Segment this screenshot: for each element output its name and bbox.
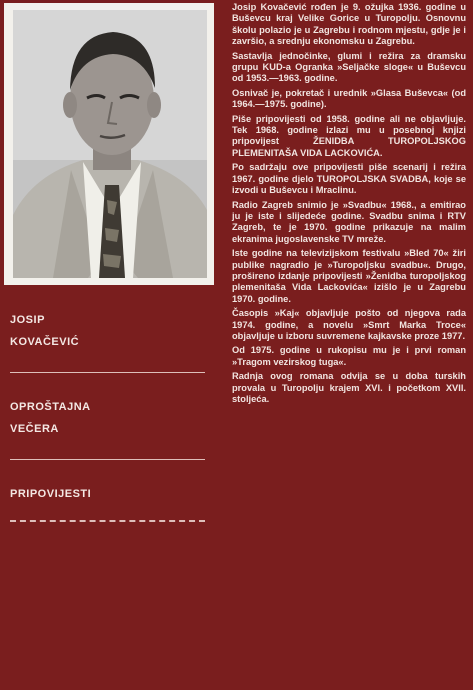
bio-paragraph: Radnja ovog romana odvija se u doba turskih provala u Turopolju krajem XVI. i početkom XVII. stoljeća. xyxy=(232,371,466,404)
author-last-name: KOVAČEVIĆ xyxy=(10,336,80,348)
dashed-divider xyxy=(10,520,205,522)
bio-paragraph: Iste godine na televizijskom festivalu »Bled 70« žiri publike nagradio je »Turopoljsku svadbu«. Drugo, prošireno izdanje pripovijesti »Ženidba turopoljskog plemenitaša Vida Lackovića« izišlo je u Zagrebu 1970. godine. xyxy=(232,248,466,304)
bio-paragraph: Časopis »Kaj« objavljuje pošto od njegova rada 1974. godine, a novelu »Smrt Marka Troce« objavljuje u izboru suvremene kajkavske proze 1977. xyxy=(232,308,466,341)
cover-info-panel xyxy=(10,300,205,522)
divider-line xyxy=(10,459,205,460)
book-title-line2: VEČERA xyxy=(10,423,59,435)
bio-paragraph: Josip Kovačević rođen je 9. ožujka 1936. godine u Buševcu kraj Velike Gorice u Turopolju. Osnovnu školu polazio je u Zagrebu i rodnom mjestu, gdje je i završio, a srednju ekonomsku u Zagrebu. xyxy=(232,2,466,47)
author-photo-frame xyxy=(4,3,214,285)
author-biography xyxy=(232,2,466,408)
bio-paragraph: Po sadržaju ove pripovijesti piše scenarij i režira 1967. godine djelo TUROPOLJSKA SVADBA, koje se izvodi u Buševcu i Mraclinu. xyxy=(232,162,466,196)
author-portrait xyxy=(13,10,207,278)
divider-line xyxy=(10,372,205,373)
book-title-line1: OPROŠTAJNA xyxy=(10,401,91,413)
author-first-name: JOSIP xyxy=(10,314,45,326)
bio-paragraph: Osnivač je, pokretač i urednik »Glasa Buševca« (od 1964.—1975. godine). xyxy=(232,87,466,110)
bio-paragraph: Piše pripovijesti od 1958. godine ali ne objavljuje. Tek 1968. godine izlazi mu u posebnoj knjizi pripovijest ŽENIDBA TUROPOLJSKOG PLEMENITAŠA VIDA LACKOVIĆA. xyxy=(232,113,466,158)
bio-paragraph: Radio Zagreb snimio je »Svadbu« 1968., a emitirao ju je iste i slijedeće godine. Svadbu snima i RTV Zagreb, te je 1970. godine prikazuje na malim ekranima jugoslavenske TV mreže. xyxy=(232,199,466,244)
bio-paragraph: Od 1975. godine u rukopisu mu je i prvi roman »Tragom vezirskog tuga«. xyxy=(232,345,466,367)
genre-label: PRIPOVIJESTI xyxy=(10,488,92,500)
bio-paragraph: Sastavlja jednočinke, glumi i režira za dramsku grupu KUD-a Ogranka »Seljačke sloge« u Buševcu od 1953.—1963. godine. xyxy=(232,50,466,84)
portrait-illustration xyxy=(13,10,207,278)
